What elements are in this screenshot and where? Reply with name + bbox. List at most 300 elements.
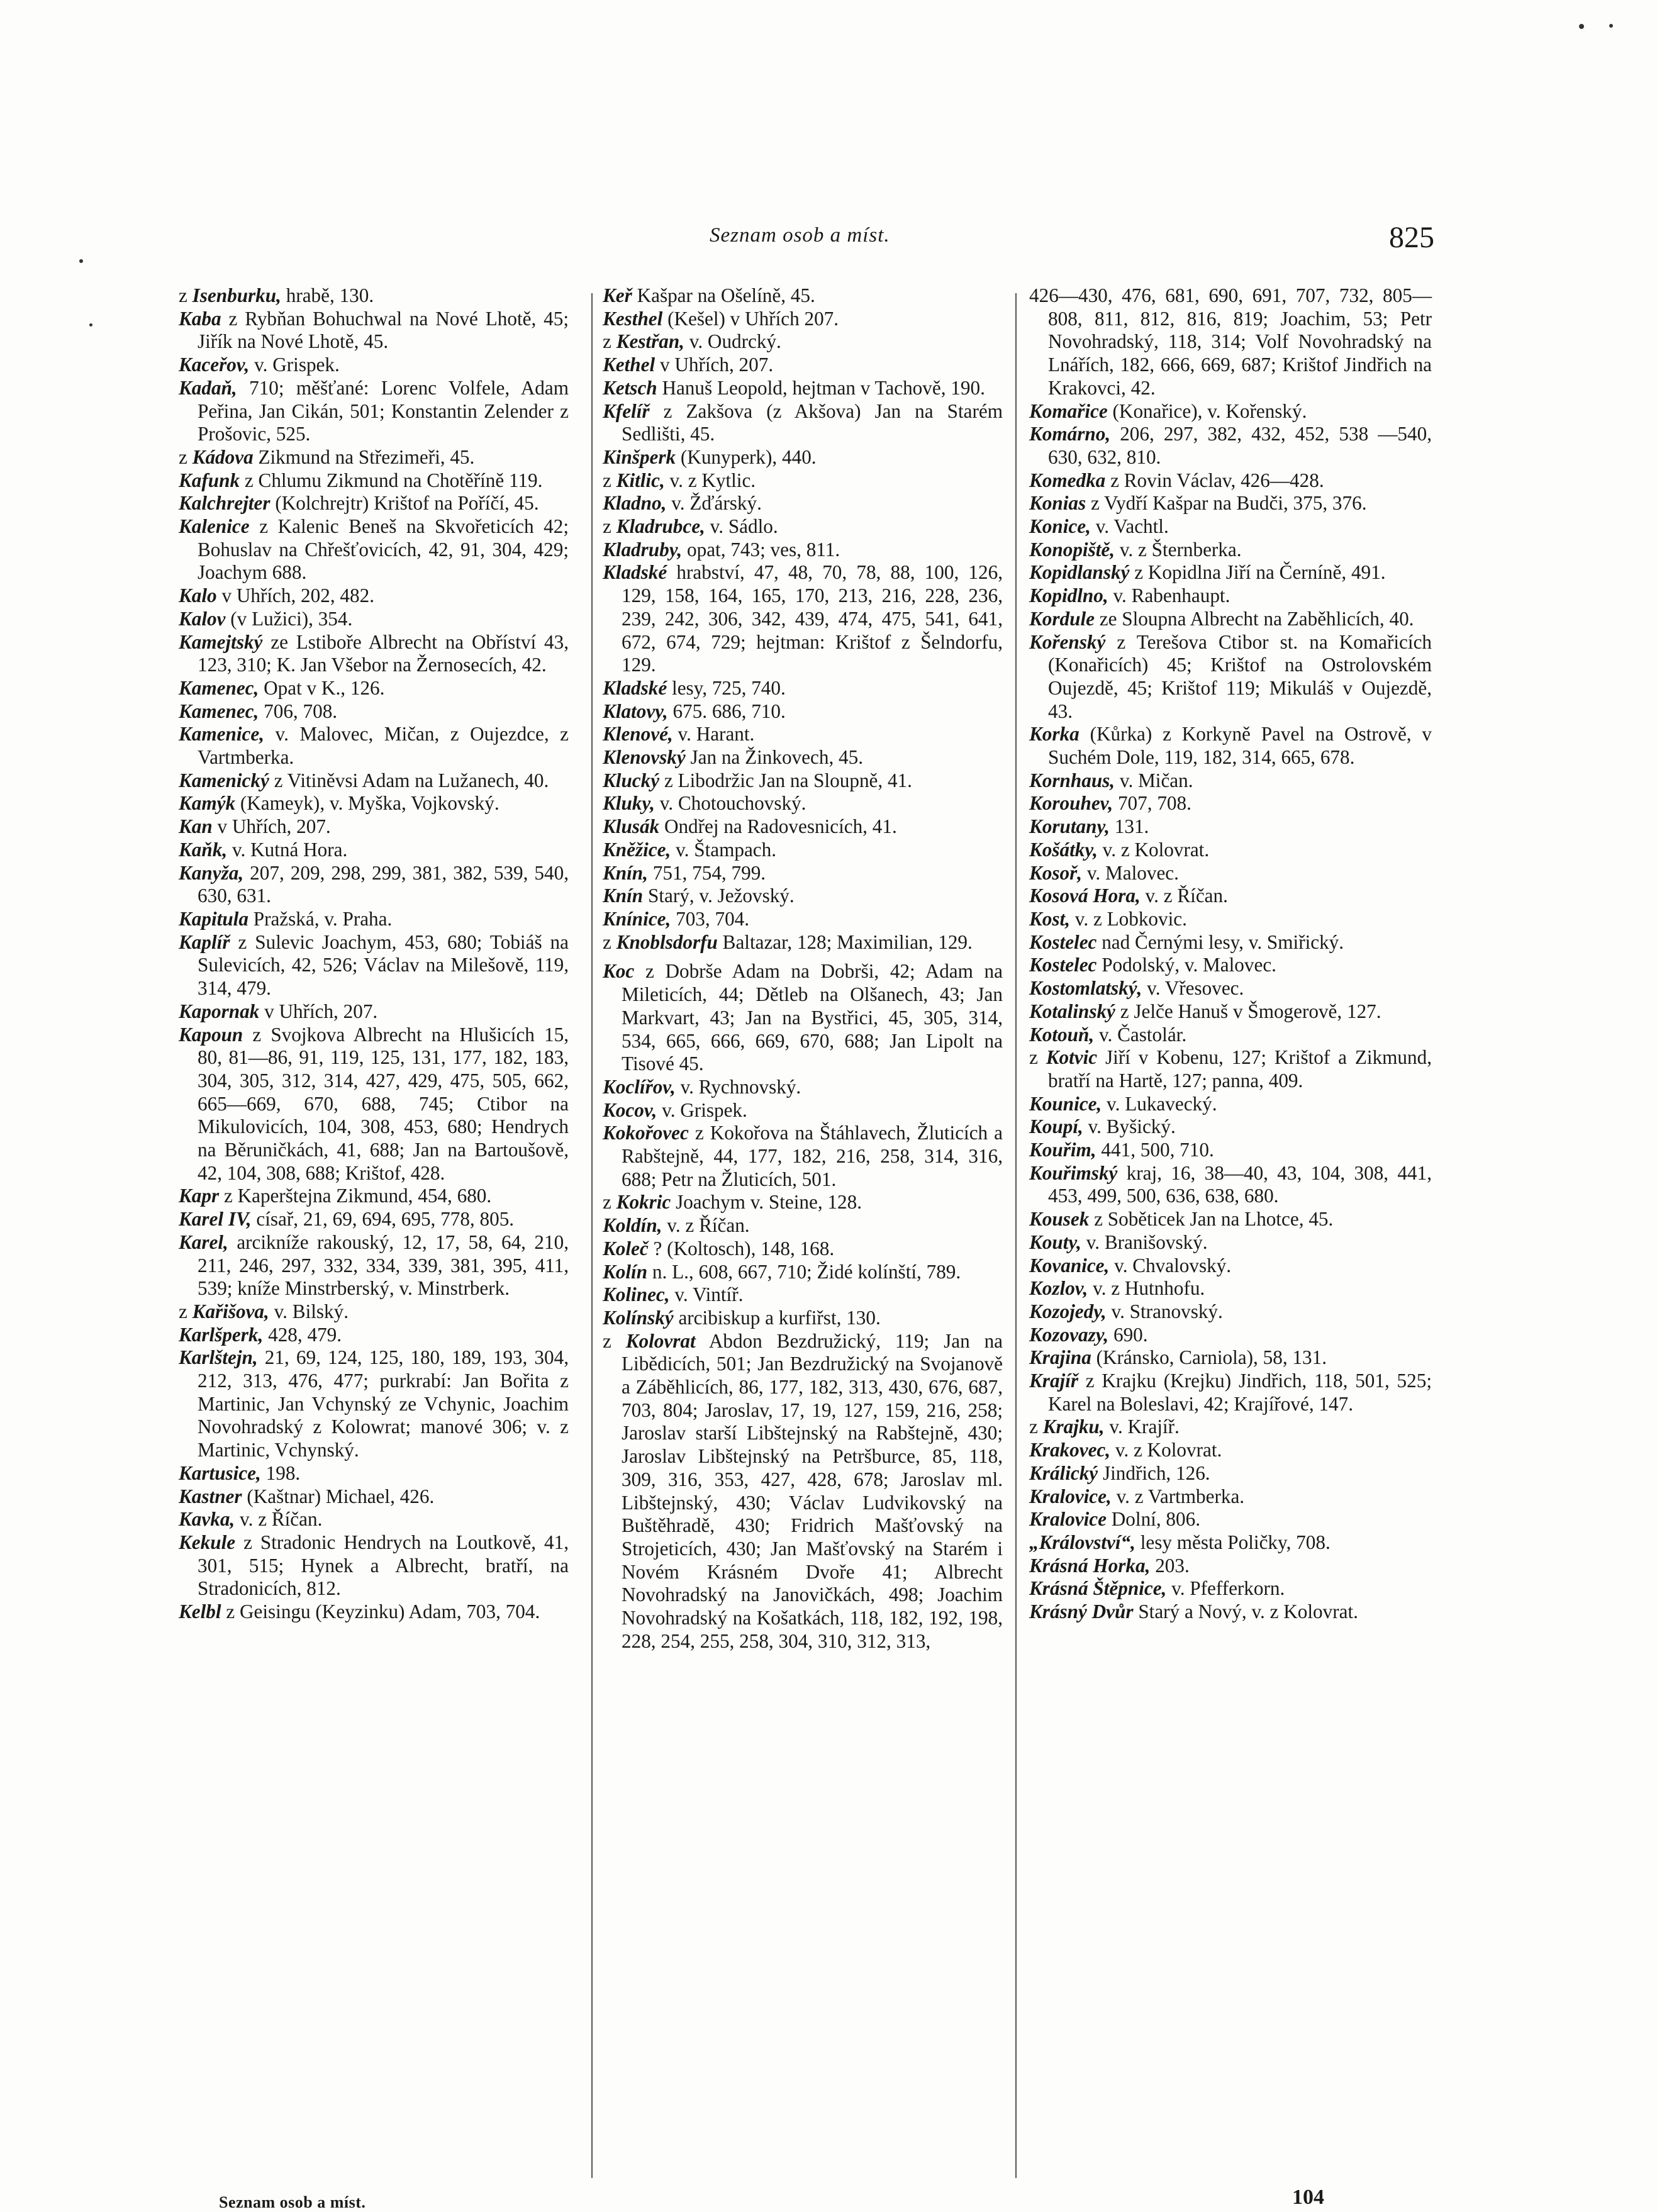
entry-headword: Knín <box>603 885 644 907</box>
entry-text: z Jelče Hanuš v Šmogerově, 127. <box>1120 1000 1381 1022</box>
entry-headword: Karel IV, <box>179 1208 252 1231</box>
entry-text: v. Pfefferkorn. <box>1171 1577 1285 1600</box>
index-entry <box>603 1307 1003 1330</box>
index-entry <box>1029 400 1432 423</box>
entry-text: v. Vintíř. <box>674 1283 744 1306</box>
entry-headword: Kokořovec <box>603 1122 689 1144</box>
entry-text: Jiří v Kobenu, 127; Krištof a Zikmund, bratří na Hartě, 127; panna, 409. <box>1048 1046 1432 1092</box>
entry-prefix: z <box>603 1191 611 1214</box>
index-entry <box>603 400 1003 446</box>
index-entry <box>1029 839 1432 862</box>
entry-text: arcibiskup a kurfiřst, 130. <box>678 1306 881 1329</box>
entry-text: Starý, v. Ježovský. <box>647 885 795 907</box>
entry-text: v. Malovec. <box>1086 861 1179 884</box>
entry-text: Starý a Nový, v. z Kolovrat. <box>1138 1600 1358 1623</box>
index-entry <box>179 815 569 839</box>
index-entry <box>603 1191 1003 1214</box>
entry-text: z Kopidlna Jiří na Černíně, 491. <box>1134 561 1386 584</box>
index-entry <box>1029 1300 1432 1324</box>
index-entry <box>179 677 569 700</box>
index-entry <box>1029 908 1432 931</box>
entry-text: (Kaštnar) Michael, 426. <box>247 1485 435 1507</box>
entry-headword: Kozlov, <box>1029 1277 1088 1300</box>
entry-headword: Karel, <box>179 1231 228 1253</box>
index-entry <box>179 769 569 793</box>
index-entry <box>1029 815 1432 839</box>
entry-headword: Kostomlatský, <box>1029 977 1142 1000</box>
entry-text: arcikníže rakouský, 12, 17, 58, 64, 210, 211, 246, 297, 332, 334, 339, 381, 395, 411, 539; kníže Minstrberský, v. Minstrberk. <box>198 1231 569 1300</box>
index-entry <box>179 1531 569 1600</box>
entry-prefix: z <box>603 930 611 953</box>
entry-headword: Knoblsdorfu <box>616 930 718 953</box>
entry-text: 706, 708. <box>264 700 338 722</box>
index-entry <box>179 839 569 862</box>
entry-text: v. Vřesovec. <box>1147 977 1244 1000</box>
entry-headword: Klatovy, <box>603 700 668 722</box>
entry-text: Baltazar, 128; Maximilian, 129. <box>722 930 973 953</box>
entry-headword: Knínice, <box>603 907 671 930</box>
entry-text: v. z Říčan. <box>1145 885 1228 907</box>
entry-headword: Kolinec, <box>603 1283 670 1306</box>
entry-text: lesy města Poličky, 708. <box>1140 1531 1331 1553</box>
index-entry <box>179 608 569 631</box>
entry-text: v. Lukavecký. <box>1107 1092 1217 1115</box>
entry-headword: Krásná Horka, <box>1029 1554 1151 1577</box>
index-entry <box>603 469 1003 493</box>
index-entry <box>1029 1324 1432 1347</box>
index-entry <box>179 1185 569 1208</box>
entry-text: 428, 479. <box>268 1323 342 1346</box>
index-entry <box>1029 469 1432 493</box>
entry-text: z Dobrše Adam na Dobrši, 42; Adam na Mileticích, 44; Dětleb na Olšanech, 43; Jan Markvart, 43; Jan na Bystřici, 45, 305, 314, 534, 665, 666, 669, 670, 688; Jan Lipolt na Tisové 45. <box>622 960 1003 1075</box>
entry-text: v. z Vartmberka. <box>1116 1485 1245 1507</box>
entry-text: n. L., 608, 667, 710; Židé kolínští, 789. <box>652 1260 961 1283</box>
entry-text: z Terešova Ctibor st. na Komařicích (Konařicích) 45; Krištof na Ostrolovském Oujezdě, 45; Krištof 119; Mikuláš v Oujezdě, 43. <box>1048 630 1432 722</box>
index-entry <box>603 330 1003 354</box>
index-entry <box>179 792 569 815</box>
entry-headword: Kralovice, <box>1029 1485 1112 1507</box>
entry-text: (Kůrka) z Korkyně Pavel na Ostrově, v Suchém Dole, 119, 182, 314, 665, 678. <box>1048 723 1432 769</box>
scan-speck <box>1579 24 1584 29</box>
entry-headword: Kouřimský <box>1029 1161 1118 1184</box>
index-entry <box>603 792 1003 815</box>
index-entry <box>179 862 569 908</box>
entry-headword: Keř <box>603 284 632 306</box>
index-entry <box>179 1462 569 1485</box>
entry-headword: Kostelec <box>1029 930 1097 953</box>
index-entry <box>179 1346 569 1462</box>
index-entry <box>1029 1254 1432 1278</box>
entry-headword: Kousek <box>1029 1208 1090 1231</box>
index-entry <box>1029 885 1432 908</box>
index-entry <box>603 839 1003 862</box>
column-rule-1 <box>591 293 593 2178</box>
entry-headword: Kopidlanský <box>1029 561 1130 584</box>
entry-text: (v Lužici), 354. <box>230 607 353 630</box>
index-entry <box>1029 539 1432 562</box>
entry-text: v Uhřích, 207. <box>264 1000 378 1022</box>
index-column-2 <box>603 284 1003 1653</box>
entry-headword: Kařišova, <box>192 1300 269 1322</box>
index-entry <box>603 308 1003 331</box>
entry-headword: Kadaň, <box>179 376 237 399</box>
index-entry <box>1029 954 1432 977</box>
index-entry <box>179 584 569 608</box>
entry-text: ze Lstiboře Albrecht na Obříství 43, 123, 310; K. Jan Všebor na Žernosecích, 42. <box>198 630 569 676</box>
index-entry <box>603 677 1003 700</box>
index-entry <box>1029 723 1432 769</box>
entry-headword: Korka <box>1029 723 1080 746</box>
index-entry <box>179 1508 569 1531</box>
entry-text: v. z Říčan. <box>667 1214 750 1237</box>
entry-headword: Klusák <box>603 815 660 838</box>
page-number: 825 <box>1389 221 1434 254</box>
entry-text: v. z Říčan. <box>240 1508 323 1531</box>
index-entry <box>1029 1508 1432 1531</box>
entry-text: v. Grispek. <box>662 1098 747 1121</box>
entry-headword: Kovanice, <box>1029 1254 1110 1276</box>
index-entry <box>603 1214 1003 1237</box>
entry-headword: Komařice <box>1029 399 1108 422</box>
entry-prefix: z <box>603 330 611 353</box>
index-entry <box>1029 977 1432 1000</box>
index-entry <box>1029 931 1432 954</box>
entry-text: 710; měšťané: Lorenc Volfele, Adam Peřina, Jan Cikán, 501; Konstantin Zelender z Prošovic, 525. <box>198 376 569 445</box>
entry-headword: Klenové, <box>603 723 673 746</box>
entry-headword: Kalchrejter <box>179 492 271 515</box>
index-entry <box>603 561 1003 677</box>
entry-headword: Kapornak <box>179 1000 260 1022</box>
entry-text: kraj, 16, 38—40, 43, 104, 308, 441, 453, 499, 500, 636, 638, 680. <box>1048 1161 1432 1207</box>
index-entry <box>179 908 569 931</box>
entry-text: z Vitiněvsi Adam na Lužanech, 40. <box>274 769 549 791</box>
entry-headword: Koclířov, <box>603 1075 676 1098</box>
entry-headword: Kaplíř <box>179 930 230 953</box>
index-entry <box>1029 769 1432 793</box>
entry-headword: Kaba <box>179 307 221 330</box>
entry-text: 703, 704. <box>676 907 750 930</box>
entry-text: v. Branišovský. <box>1086 1231 1208 1253</box>
entry-prefix: z <box>1029 1046 1038 1069</box>
index-entry <box>179 1600 569 1624</box>
entry-text: v Uhřích, 207. <box>659 354 774 376</box>
index-entry <box>1029 1115 1432 1139</box>
entry-headword: Kozojedy, <box>1029 1300 1107 1322</box>
entry-text: 675. 686, 710. <box>672 700 786 722</box>
index-entry <box>603 815 1003 839</box>
entry-text: z Zakšova (z Akšova) Jan na Starém Sedlišti, 45. <box>622 399 1003 445</box>
index-entry <box>603 377 1003 400</box>
index-entry <box>179 1300 569 1324</box>
index-entry <box>1029 492 1432 515</box>
entry-text: 21, 69, 124, 125, 180, 189, 193, 304, 212, 313, 476, 477; purkrabí: Jan Bořita z Martinic, Jan Vchynský ze Vchynic, Joachim Novohradský z Kolowrat; manové 306; v. z Martinic, Vchynský. <box>198 1346 569 1461</box>
entry-text: Zikmund na Střezimeři, 45. <box>258 445 475 468</box>
index-entry <box>603 1237 1003 1261</box>
entry-text: z Chlumu Zikmund na Chotěříně 119. <box>244 469 543 491</box>
entry-headword: Koc <box>603 960 635 983</box>
entry-prefix: z <box>603 1329 611 1352</box>
index-entry <box>179 1208 569 1231</box>
entry-text: v. Malovec, Mičan, z Oujezdce, z Vartmberka. <box>198 723 569 769</box>
entry-text: v. Krajíř. <box>1109 1416 1180 1438</box>
entry-headword: Konopiště, <box>1029 538 1115 561</box>
index-entry <box>179 1000 569 1024</box>
index-entry <box>179 631 569 677</box>
index-entry <box>1029 1577 1432 1600</box>
index-entry <box>1029 1277 1432 1300</box>
entry-headword: Kanyža, <box>179 861 244 884</box>
entry-text: v. Štampach. <box>676 838 777 861</box>
entry-headword: Kordule <box>1029 607 1095 630</box>
index-entry <box>1029 862 1432 885</box>
entry-headword: Kapr <box>179 1185 220 1207</box>
column-rule-2 <box>1015 293 1017 2178</box>
entry-text: v. Rychnovský. <box>680 1075 801 1098</box>
entry-headword: Králický <box>1029 1461 1098 1484</box>
index-entry <box>179 446 569 469</box>
index-entry <box>603 446 1003 469</box>
entry-headword: Korutany, <box>1029 815 1110 838</box>
entry-text: nad Černými lesy, v. Smiřický. <box>1102 930 1344 953</box>
index-entry <box>1029 1370 1432 1416</box>
entry-text: Dolní, 806. <box>1111 1508 1200 1531</box>
entry-headword: Kralovice <box>1029 1508 1107 1531</box>
entry-headword: Kostelec <box>1029 954 1097 976</box>
index-column-3 <box>1029 284 1432 1624</box>
entry-text: z Kalenic Beneš na Skvořeticích 42; Bohuslav na Chřešťovicích, 42, 91, 304, 429; Joachym 688. <box>198 515 569 584</box>
entry-headword: Kesthel <box>603 307 663 330</box>
entry-text: z Sulevic Joachym, 453, 680; Tobiáš na Sulevicích, 42, 526; Václav na Milešově, 119, 314, 479. <box>198 930 569 1000</box>
entry-headword: Kněžice, <box>603 838 671 861</box>
entry-prefix: z <box>603 515 611 538</box>
index-entry <box>1029 1231 1432 1254</box>
entry-headword: Krajku, <box>1042 1416 1105 1438</box>
entry-text: (Kolchrejtr) Krištof na Poříčí, 45. <box>275 492 539 515</box>
entry-text: v. z Kolovrat. <box>1102 838 1210 861</box>
entry-headword: Krásná Štěpnice, <box>1029 1577 1167 1600</box>
entry-text: Hanuš Leopold, hejtman v Tachově, 190. <box>662 376 985 399</box>
entry-text: opat, 743; ves, 811. <box>687 538 840 561</box>
entry-text: Pražská, v. Praha. <box>253 907 393 930</box>
entry-text: v. z Kytlic. <box>669 469 756 491</box>
entry-headword: Karlštejn, <box>179 1346 258 1369</box>
entry-text: z Libodržic Jan na Sloupně, 41. <box>664 769 912 791</box>
index-entry <box>603 908 1003 931</box>
entry-headword: Kamenice, <box>179 723 264 746</box>
entry-text: v. Žďárský. <box>671 492 762 515</box>
entry-headword: Korouhev, <box>1029 792 1113 815</box>
index-entry <box>179 284 569 308</box>
index-entry <box>1029 1439 1432 1462</box>
entry-text: Joachym v. Steine, 128. <box>676 1191 862 1214</box>
entry-headword: Kafunk <box>179 469 240 491</box>
index-entry <box>1029 1139 1432 1162</box>
index-entry <box>603 1076 1003 1099</box>
entry-headword: Kornhaus, <box>1029 769 1115 791</box>
entry-headword: Kolín <box>603 1260 648 1283</box>
page-header-title: Seznam osob a míst. <box>710 224 890 247</box>
entry-text: v Uhřích, 207. <box>217 815 331 838</box>
entry-text: Jindřich, 126. <box>1102 1461 1210 1484</box>
footer-signature: Seznam osob a míst. <box>219 2193 366 2211</box>
index-column-1 <box>179 284 569 1624</box>
entry-headword: Kfelíř <box>603 399 650 422</box>
scan-speck <box>79 259 83 263</box>
entry-text: 751, 754, 799. <box>652 861 766 884</box>
index-entry <box>603 1099 1003 1122</box>
entry-headword: Kavka, <box>179 1508 235 1531</box>
entry-text: v. Mičan. <box>1119 769 1193 791</box>
entry-headword: Kitlic, <box>616 469 665 491</box>
entry-headword: Kamenec, <box>179 676 259 699</box>
entry-headword: Kořenský <box>1029 630 1106 653</box>
entry-headword: Kladské <box>603 561 667 584</box>
entry-headword: Kamenický <box>179 769 269 791</box>
entry-text: v. Sádlo. <box>710 515 778 538</box>
scan-speck <box>89 323 92 327</box>
index-entry <box>603 539 1003 562</box>
index-entry <box>1029 423 1432 469</box>
entry-text: v. Vachtl. <box>1095 515 1169 538</box>
entry-text: Ondřej na Radovesnicích, 41. <box>664 815 897 838</box>
entry-text: v. Kutná Hora. <box>232 838 348 861</box>
index-entry <box>603 769 1003 793</box>
index-entry <box>179 492 569 515</box>
index-entry <box>179 1324 569 1347</box>
entry-headword: Kladno, <box>603 492 667 515</box>
entry-headword: Konice, <box>1029 515 1091 538</box>
footer-sheet-number: 104 <box>1292 2186 1324 2209</box>
entry-headword: Kamejtský <box>179 630 263 653</box>
entry-headword: Kestřan, <box>616 330 684 353</box>
index-entry <box>179 931 569 1000</box>
entry-headword: Kluky, <box>603 792 655 815</box>
index-entry <box>1029 792 1432 815</box>
entry-text: v. Častolár. <box>1098 1023 1187 1046</box>
entry-text: v. Chotouchovský. <box>659 792 806 815</box>
entry-text: ze Sloupna Albrecht na Zaběhlicích, 40. <box>1099 607 1414 630</box>
entry-text: v. Chvalovský. <box>1114 1254 1232 1276</box>
entry-text: (Kameyk), v. Myška, Vojkovský. <box>240 792 499 815</box>
entry-headword: Kastner <box>179 1485 242 1507</box>
entry-headword: Kounice, <box>1029 1092 1102 1115</box>
entry-headword: Kamýk <box>179 792 236 815</box>
entry-text: v. Harant. <box>678 723 755 746</box>
entry-headword: Kotalinský <box>1029 1000 1115 1022</box>
entry-text: Jan na Žinkovech, 45. <box>690 746 864 769</box>
entry-text: v. z Hutnhofu. <box>1093 1277 1205 1300</box>
entry-headword: Kozovazy, <box>1029 1323 1109 1346</box>
entry-headword: Kopidlno, <box>1029 584 1108 607</box>
index-entry <box>179 1485 569 1509</box>
index-entry <box>179 377 569 446</box>
entry-headword: Kamenec, <box>179 700 259 722</box>
entry-text: v. Rabenhaupt. <box>1113 584 1230 607</box>
entry-text: (Kešel) v Uhřích 207. <box>667 307 839 330</box>
entry-headword: Koleč <box>603 1237 649 1260</box>
entry-text: v. z Lobkovic. <box>1074 907 1187 930</box>
entry-prefix: z <box>179 445 187 468</box>
index-entry <box>179 354 569 377</box>
entry-headword: Krajina <box>1029 1346 1091 1369</box>
entry-headword: Komárno, <box>1029 423 1111 445</box>
entry-text: 441, 500, 710. <box>1101 1139 1214 1161</box>
index-entry <box>179 469 569 493</box>
index-entry <box>1029 1208 1432 1231</box>
index-entry <box>603 723 1003 746</box>
entry-headword: Kosová Hora, <box>1029 885 1141 907</box>
entry-headword: Klenovský <box>603 746 686 769</box>
entry-headword: Kotvic <box>1046 1046 1098 1069</box>
index-entry <box>1029 1485 1432 1509</box>
entry-text: 198. <box>265 1461 301 1484</box>
entry-headword: Komedka <box>1029 469 1106 491</box>
entry-prefix: z <box>179 1300 187 1322</box>
entry-headword: Krásný Dvůr <box>1029 1600 1134 1623</box>
entry-text: v. Stranovský. <box>1111 1300 1223 1322</box>
index-entry <box>1029 284 1432 400</box>
entry-headword: Kosoř, <box>1029 861 1083 884</box>
entry-headword: Kladrubce, <box>616 515 705 538</box>
entry-text: z Rovin Václav, 426—428. <box>1110 469 1324 491</box>
entry-headword: Kekule <box>179 1531 236 1553</box>
entry-headword: Kalenice <box>179 515 250 538</box>
entry-headword: Kelbl <box>179 1600 221 1623</box>
entry-headword: Kouřim, <box>1029 1139 1096 1161</box>
entry-headword: Kan <box>179 815 213 838</box>
index-entry <box>1029 561 1432 584</box>
entry-headword: Klucký <box>603 769 660 791</box>
entry-text: (Kunyperk), 440. <box>680 445 817 468</box>
entry-text: ? (Koltosch), 148, 168. <box>653 1237 835 1260</box>
entry-headword: Kapitula <box>179 907 248 930</box>
index-entry <box>1029 1093 1432 1116</box>
entry-text: v. Byšický. <box>1088 1115 1176 1138</box>
entry-headword: Kaceřov, <box>179 354 250 376</box>
index-entry <box>1029 1046 1432 1092</box>
index-entry <box>1029 1555 1432 1578</box>
index-entry <box>179 1024 569 1185</box>
index-entry <box>179 723 569 769</box>
entry-headword: Kolínský <box>603 1306 674 1329</box>
entry-headword: Kokric <box>616 1191 671 1214</box>
index-entry <box>603 1122 1003 1191</box>
index-entry <box>603 931 1003 954</box>
scan-speck <box>1609 24 1613 28</box>
entry-headword: Kalo <box>179 584 217 607</box>
entry-text: lesy, 725, 740. <box>672 676 786 699</box>
index-entry <box>1029 1346 1432 1370</box>
entry-text: z Krajku (Krejku) Jindřich, 118, 501, 525; Karel na Boleslavi, 42; Krajířové, 147. <box>1048 1370 1432 1415</box>
entry-text: (Konařice), v. Kořenský. <box>1112 399 1307 422</box>
entry-headword: Koupí, <box>1029 1115 1083 1138</box>
index-entry <box>603 1261 1003 1284</box>
entry-text: z Rybňan Bohuchwal na Nové Lhotě, 45; Jiřík na Nové Lhotě, 45. <box>198 307 569 353</box>
entry-headword: „Království“, <box>1029 1531 1135 1553</box>
index-entry <box>1029 608 1432 631</box>
index-entry <box>1029 1416 1432 1439</box>
index-entry <box>603 700 1003 723</box>
index-entry <box>603 1283 1003 1307</box>
entry-text: z Kaperštejna Zikmund, 454, 680. <box>223 1185 492 1207</box>
index-entry <box>603 1330 1003 1653</box>
entry-text: v. z Šternberka. <box>1119 538 1242 561</box>
entry-headword: Kinšperk <box>603 445 676 468</box>
entry-headword: Kaňk, <box>179 838 228 861</box>
entry-text: 131. <box>1114 815 1149 838</box>
entry-headword: Kocov, <box>603 1098 657 1121</box>
entry-prefix: z <box>179 284 187 306</box>
